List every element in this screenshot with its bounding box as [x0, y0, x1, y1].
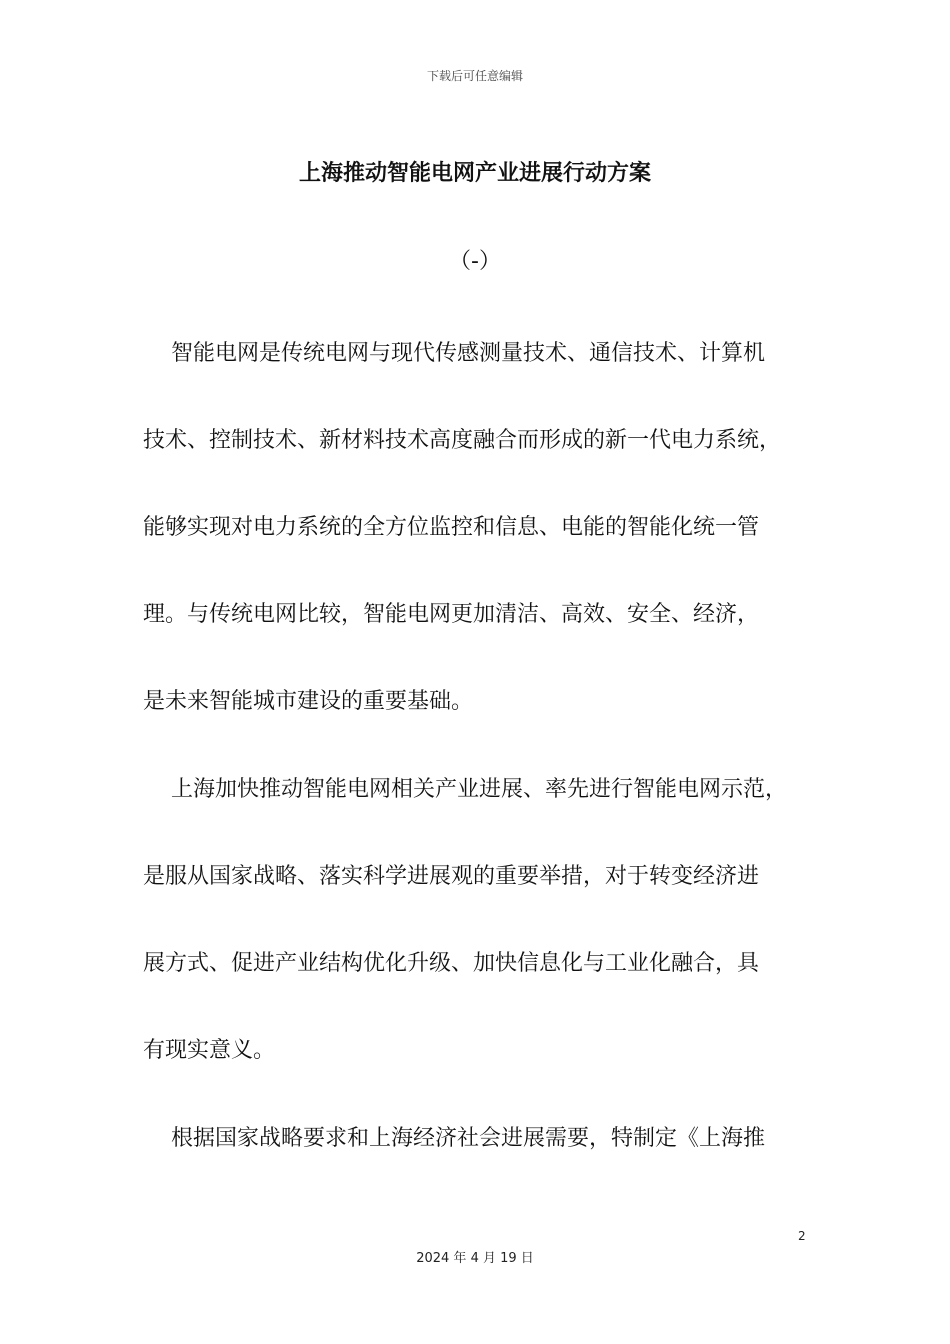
section-label: （-）	[449, 249, 501, 274]
paragraph-line: 展方式、促进产业结构优化升级、加快信息化与工业化融合，具	[143, 951, 760, 976]
paragraph-line: 理。与传统电网比较，智能电网更加清洁、高效、安全、经济，	[143, 602, 760, 627]
page-header-note: 下载后可任意编辑	[426, 69, 523, 83]
footer-date: 2024 年 4 月 19 日	[416, 1251, 534, 1266]
paragraph-line: 根据国家战略要求和上海经济社会进展需要，特制定《上海推	[171, 1126, 766, 1151]
paragraph-line: 技术、控制技术、新材料技术高度融合而形成的新一代电力系统，	[143, 428, 782, 453]
paragraph-line: 上海加快推动智能电网相关产业进展、率先进行智能电网示范，	[171, 777, 788, 802]
paragraph-line: 能够实现对电力系统的全方位监控和信息、电能的智能化统一管	[143, 515, 760, 540]
document-title: 上海推动智能电网产业进展行动方案	[298, 161, 651, 186]
paragraph-line: 有现实意义。	[143, 1038, 276, 1063]
page-number: 2	[798, 1229, 806, 1243]
paragraph-line: 是未来智能城市建设的重要基础。	[143, 689, 474, 714]
paragraph-line: 智能电网是传统电网与现代传感测量技术、通信技术、计算机	[171, 341, 766, 366]
paragraph-line: 是服从国家战略、落实科学进展观的重要举措，对于转变经济进	[143, 864, 760, 889]
